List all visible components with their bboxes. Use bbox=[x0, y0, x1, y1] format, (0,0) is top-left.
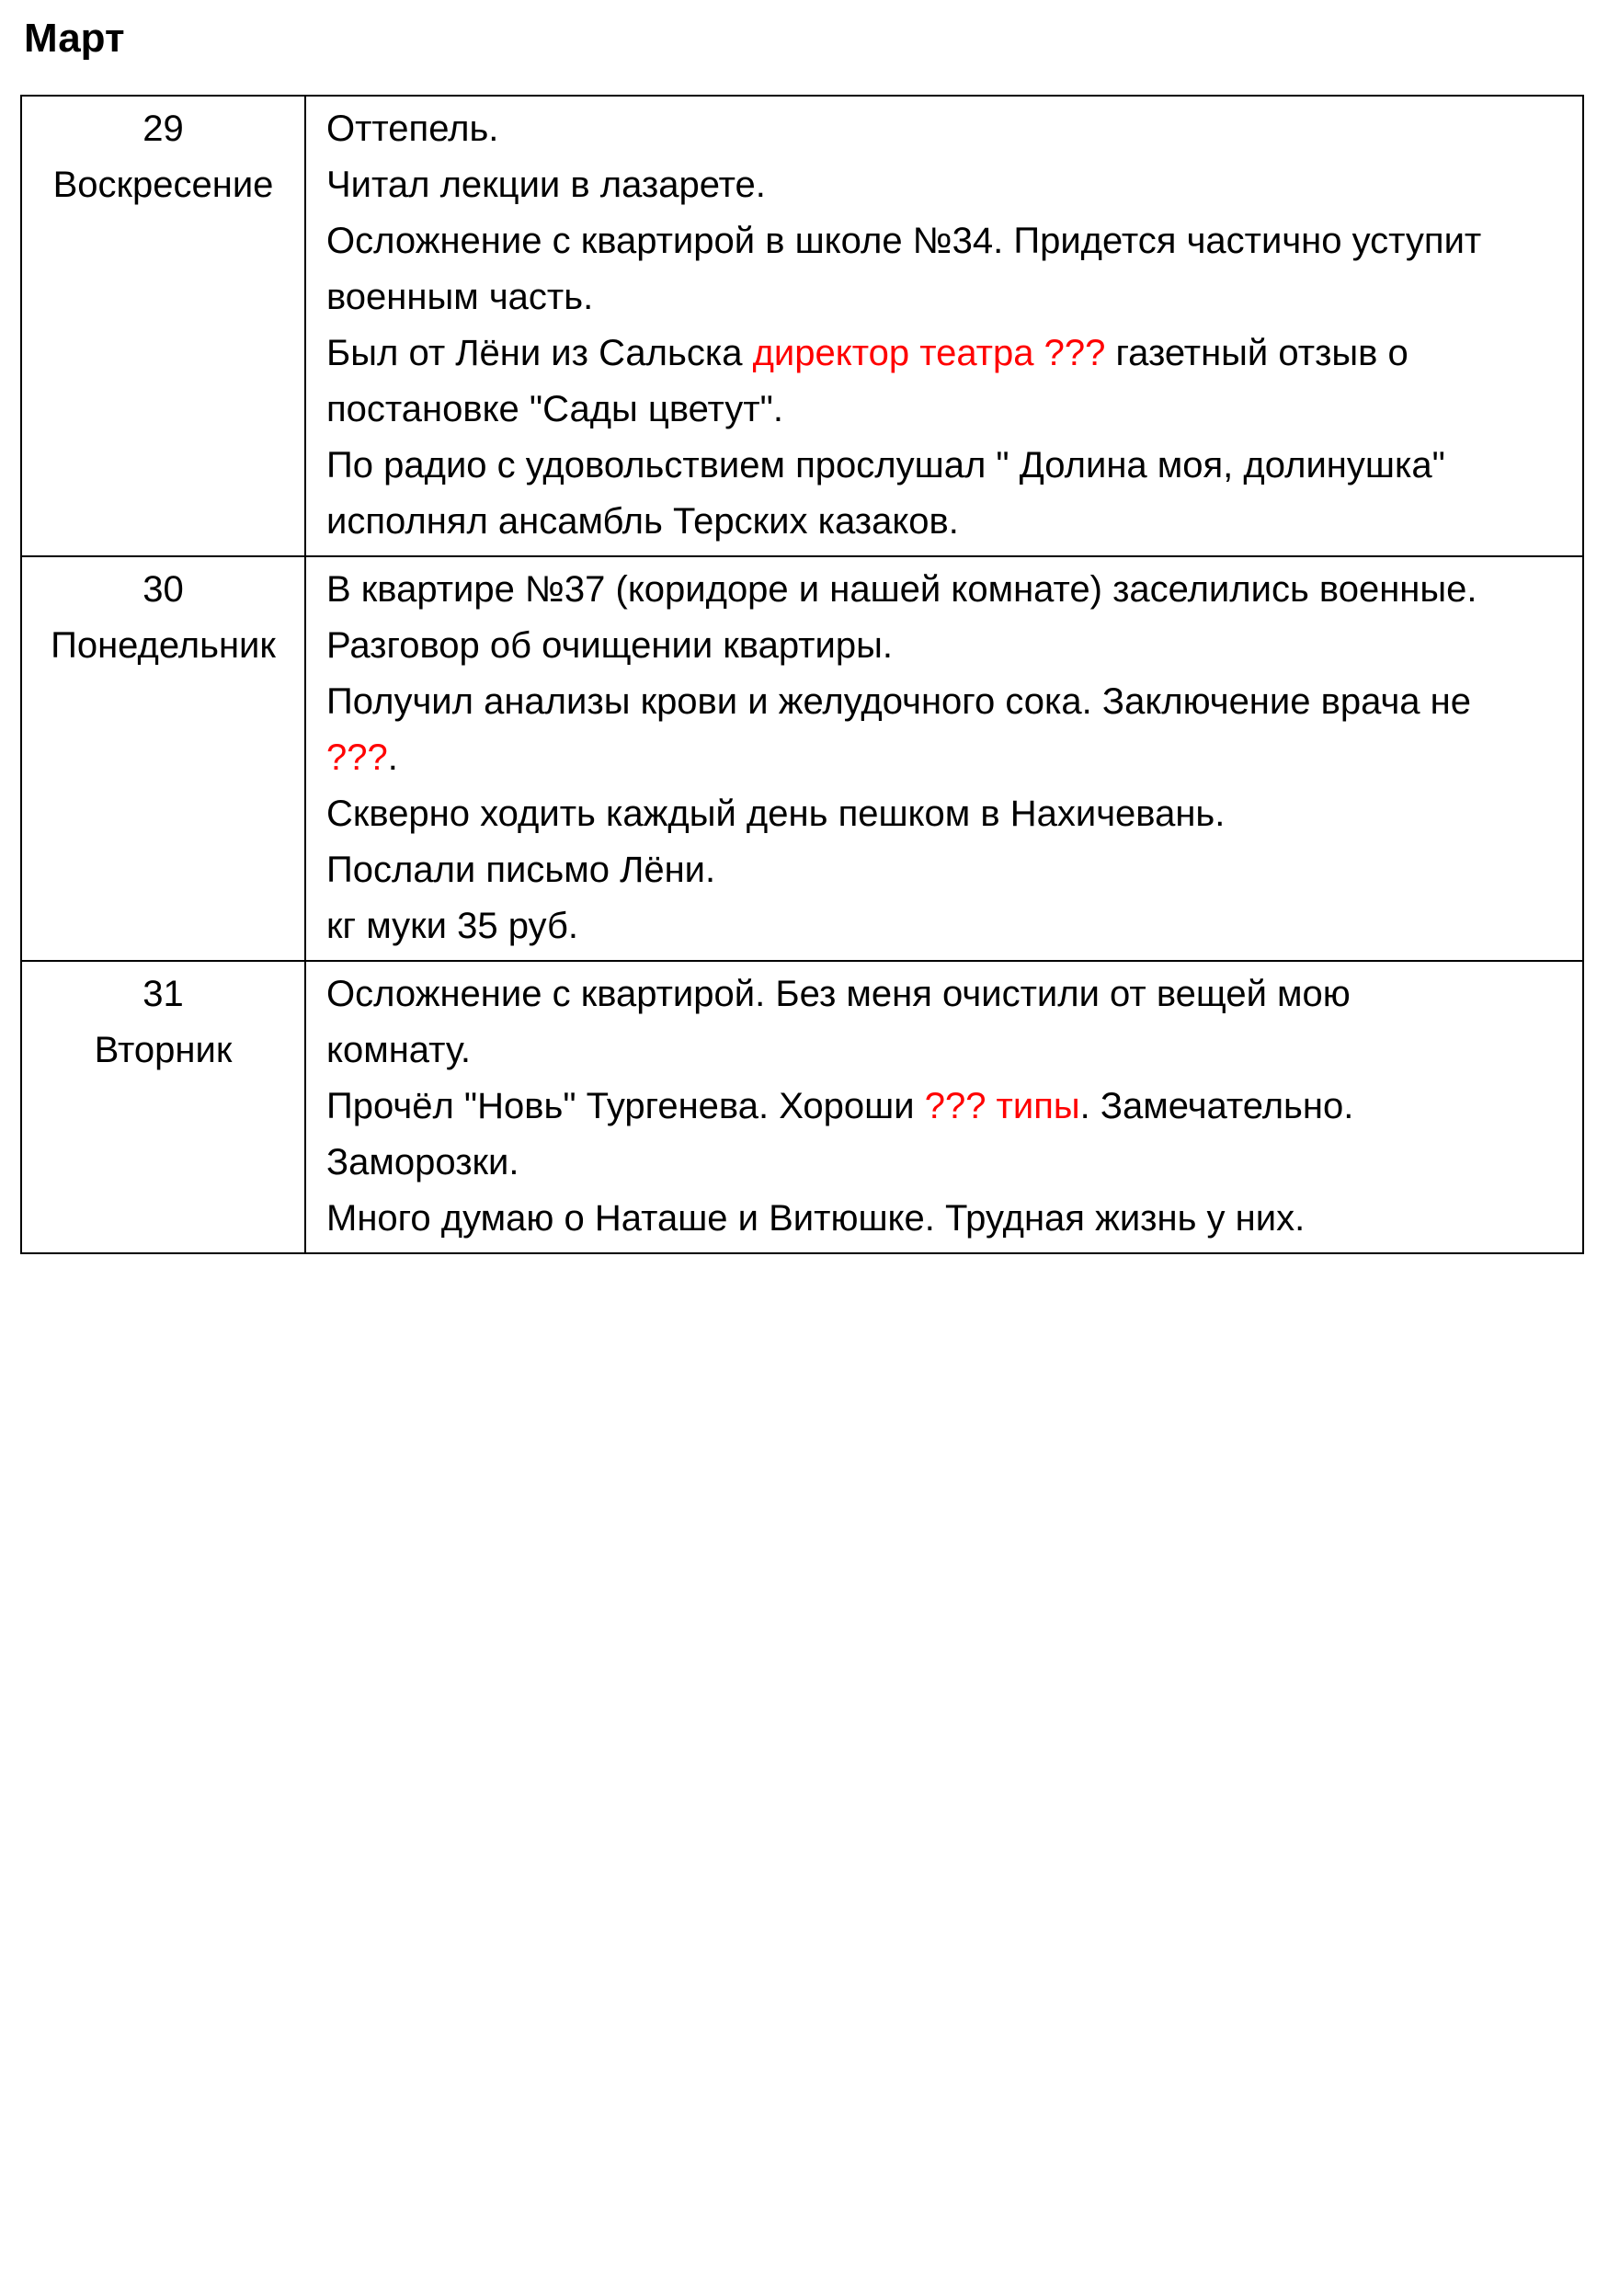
entry-lines bbox=[326, 101, 1568, 550]
diary-entry-line bbox=[326, 1135, 1568, 1191]
entry-text: Осложнение с квартирой. Без меня очистили от вещей мою bbox=[326, 973, 1351, 1014]
diary-entry-line bbox=[326, 494, 1568, 550]
day-cell bbox=[22, 97, 306, 555]
entry-text: Много думаю о Наташе и Витюшке. Трудная жизнь у них. bbox=[326, 1197, 1306, 1239]
diary-entry-line bbox=[326, 730, 1568, 786]
day-number: 31 bbox=[143, 973, 184, 1014]
entry-text: газетный отзыв о bbox=[1105, 332, 1408, 373]
weekday-label: Понедельник bbox=[51, 624, 276, 666]
table-row bbox=[22, 960, 1582, 1252]
entry-text: Заморозки. bbox=[326, 1141, 519, 1182]
weekday-label: Вторник bbox=[94, 1029, 233, 1070]
entry-text: Читал лекции в лазарете. bbox=[326, 164, 766, 205]
diary-entry-line bbox=[326, 562, 1568, 618]
entry-text: В квартире №37 (коридоре и нашей комнате) заселились военные. bbox=[326, 568, 1477, 610]
entry-text: Был от Лёни из Сальска bbox=[326, 332, 753, 373]
diary-entry-line bbox=[326, 674, 1568, 730]
entry-text: постановке "Сады цветут". bbox=[326, 388, 783, 429]
diary-table bbox=[20, 95, 1584, 1254]
table-row bbox=[22, 555, 1582, 960]
entry-text: исполнял ансамбль Терских казаков. bbox=[326, 500, 959, 542]
day-number: 30 bbox=[143, 568, 184, 610]
entry-text: Разговор об очищении квартиры. bbox=[326, 624, 893, 666]
unclear-text: директор театра ??? bbox=[752, 332, 1106, 373]
page-title: Март bbox=[24, 16, 125, 61]
entry-text: военным часть. bbox=[326, 276, 594, 317]
entry-cell bbox=[306, 962, 1582, 1252]
unclear-text: ??? типы bbox=[924, 1085, 1080, 1126]
diary-entry-line bbox=[326, 898, 1568, 954]
entry-text: кг муки 35 руб. bbox=[326, 905, 578, 946]
diary-entry-line bbox=[326, 842, 1568, 898]
diary-entry-line bbox=[326, 438, 1568, 494]
entry-text: . bbox=[387, 737, 398, 778]
entry-text: Осложнение с квартирой в школе №34. Придется частично уступит bbox=[326, 220, 1482, 261]
entry-text: Оттепель. bbox=[326, 108, 499, 149]
diary-entry-line bbox=[326, 269, 1568, 326]
entry-cell bbox=[306, 97, 1582, 555]
diary-entry-line bbox=[326, 786, 1568, 842]
entry-cell bbox=[306, 557, 1582, 960]
day-cell bbox=[22, 962, 306, 1252]
diary-entry-line bbox=[326, 1022, 1568, 1079]
diary-entry-line bbox=[326, 1191, 1568, 1247]
unclear-text: ??? bbox=[326, 737, 388, 778]
entry-text: Скверно ходить каждый день пешком в Нахичевань. bbox=[326, 793, 1226, 834]
entry-text: По радио с удовольствием прослушал " Долина моя, долинушка" bbox=[326, 444, 1445, 485]
diary-entry-line bbox=[326, 618, 1568, 674]
entry-lines bbox=[326, 562, 1568, 954]
entry-text: Прочёл "Новь" Тургенева. Хороши bbox=[326, 1085, 925, 1126]
diary-entry-line bbox=[326, 966, 1568, 1022]
day-number: 29 bbox=[143, 108, 184, 149]
entry-text: Послали письмо Лёни. bbox=[326, 849, 716, 890]
entry-text: комнату. bbox=[326, 1029, 472, 1070]
entry-lines bbox=[326, 966, 1568, 1247]
diary-entry-line bbox=[326, 157, 1568, 213]
diary-entry-line bbox=[326, 213, 1568, 269]
entry-text: . Замечательно. bbox=[1079, 1085, 1354, 1126]
diary-entry-line bbox=[326, 382, 1568, 438]
day-cell bbox=[22, 557, 306, 960]
diary-entry-line bbox=[326, 1079, 1568, 1135]
table-row bbox=[22, 97, 1582, 555]
diary-entry-line bbox=[326, 101, 1568, 157]
weekday-label: Воскресение bbox=[52, 164, 274, 205]
entry-text: Получил анализы крови и желудочного сока. Заключение врача не bbox=[326, 680, 1471, 722]
diary-entry-line bbox=[326, 326, 1568, 382]
